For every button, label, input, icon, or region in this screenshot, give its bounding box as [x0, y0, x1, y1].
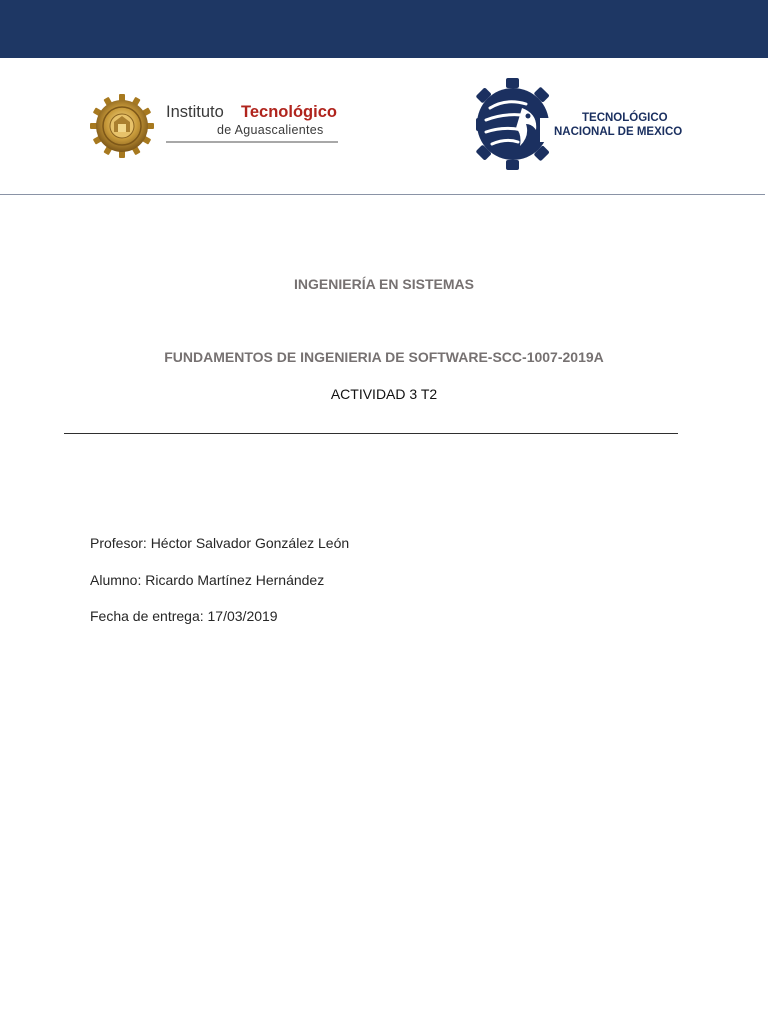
tnm-logo-line-nacional: NACIONAL DE MEXICO [554, 126, 683, 138]
ita-logo-word-tecnologico: Tecnológico [241, 103, 337, 121]
due-date-line: Fecha de entrega: 17/03/2019 [90, 608, 278, 624]
header-divider [0, 194, 765, 195]
eagle-gear-emblem-icon [476, 78, 550, 170]
career-heading: INGENIERÍA EN SISTEMAS [294, 276, 474, 292]
ita-logo-word-aguascalientes: de Aguascalientes [217, 123, 324, 137]
student-line: Alumno: Ricardo Martínez Hernández [90, 572, 325, 588]
activity-title: ACTIVIDAD 3 T2 [330, 386, 438, 402]
ita-logo [90, 94, 340, 158]
header-band [0, 0, 768, 58]
title-divider [64, 433, 678, 434]
ita-logo-word-instituto: Instituto [166, 103, 224, 121]
ita-gold-seal-icon [90, 94, 154, 158]
subject-heading: FUNDAMENTOS DE INGENIERIA DE SOFTWARE-SCC-1007-2019A [164, 349, 604, 365]
tnm-logo-line-tecnologico: TECNOLÓGICO [582, 112, 668, 124]
professor-line: Profesor: Héctor Salvador González León [90, 535, 350, 551]
tnm-logo [476, 78, 706, 170]
ita-logo-underline [166, 141, 338, 143]
